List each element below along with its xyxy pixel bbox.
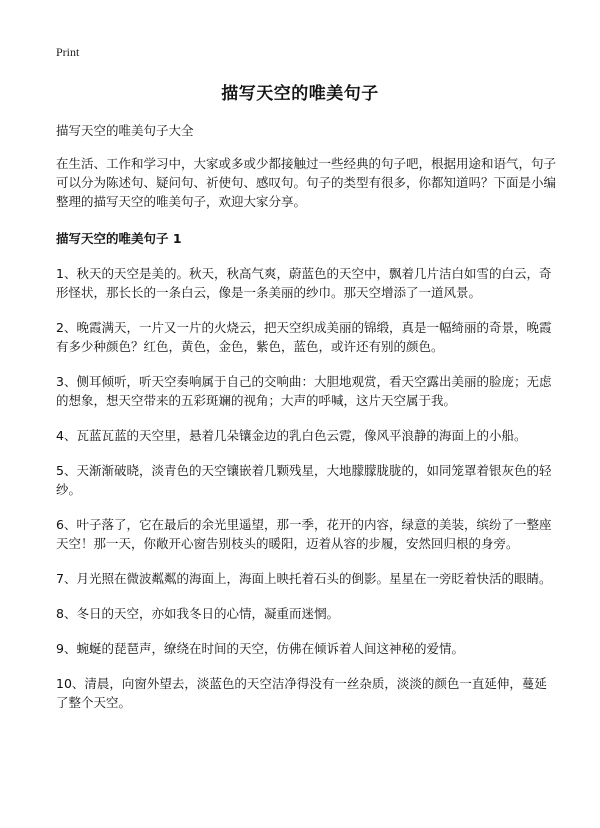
sentence-item-10: 10、清晨，向窗外望去，淡蓝色的天空洁净得没有一丝杂质，淡淡的颜色一直延伸，蔓延了整个天空。: [56, 676, 547, 710]
sentence-item-4: 4、瓦蓝瓦蓝的天空里，悬着几朵镶金边的乳白色云霓，像风平浪静的海面上的小船。: [56, 428, 527, 443]
sentence-item-6: 6、叶子落了，它在最后的余光里遥望，那一季，花开的内容，绿意的美装，缤纷了一整座天空！那一天，你敞开心窗告别枝头的暖阳，迈着从容的步履，安然回归根的身旁。: [56, 517, 552, 551]
subtitle: 描写天空的唯美句子大全: [56, 123, 194, 138]
sentence-item-2: 2、晚霞满天，一片又一片的火烧云，把天空织成美丽的锦缎，真是一幅绮丽的奇景，晚霞有多少种颜色？红色，黄色，金色，紫色，蓝色，或许还有别的颜色。: [56, 320, 552, 354]
sentence-list: [56, 264, 556, 712]
section-heading: 描写天空的唯美句子 1: [56, 231, 182, 246]
sentence-item-7: 7、月光照在微波粼粼的海面上，海面上映托着石头的倒影。星星在一旁眨着快活的眼睛。: [56, 571, 552, 586]
sentence-item-9: 9、蜿蜒的琵琶声，缭绕在时间的天空，仿佛在倾诉着人间这神秘的爱情。: [56, 641, 464, 656]
page-title: 描写天空的唯美句子: [221, 84, 379, 104]
sentence-item-5: 5、天渐渐破晓，淡青色的天空镶嵌着几颗残星，大地朦朦胧胧的，如同笼罩着银灰色的轻纱。: [56, 463, 552, 497]
intro-paragraph: 在生活、工作和学习中，大家或多或少都接触过一些经典的句子吧，根据用途和语气，句子可以分为陈述句、疑问句、祈使句、感叹句。句子的类型有很多，你都知道吗？下面是小编整理的描写天空的唯美句子，欢迎大家分享。: [56, 156, 557, 209]
sentence-item-3: 3、侧耳倾听，听天空奏响属于自己的交响曲：大胆地观赏，看天空露出美丽的脸庞；无虑的想象，想天空带来的五彩斑斓的视角；大声的呼喊，这片天空属于我。: [56, 374, 552, 408]
sentence-item-1: 1、秋天的天空是美的。秋天，秋高气爽，蔚蓝色的天空中，飘着几片洁白如雪的白云，奇形怪状，那长长的一条白云，像是一条美丽的纱巾。那天空增添了一道风景。: [56, 266, 552, 300]
sentence-item-8: 8、冬日的天空，亦如我冬日的心情，凝重而迷惘。: [56, 606, 339, 621]
print-link[interactable]: Print: [56, 45, 80, 59]
article-body: [56, 121, 556, 728]
